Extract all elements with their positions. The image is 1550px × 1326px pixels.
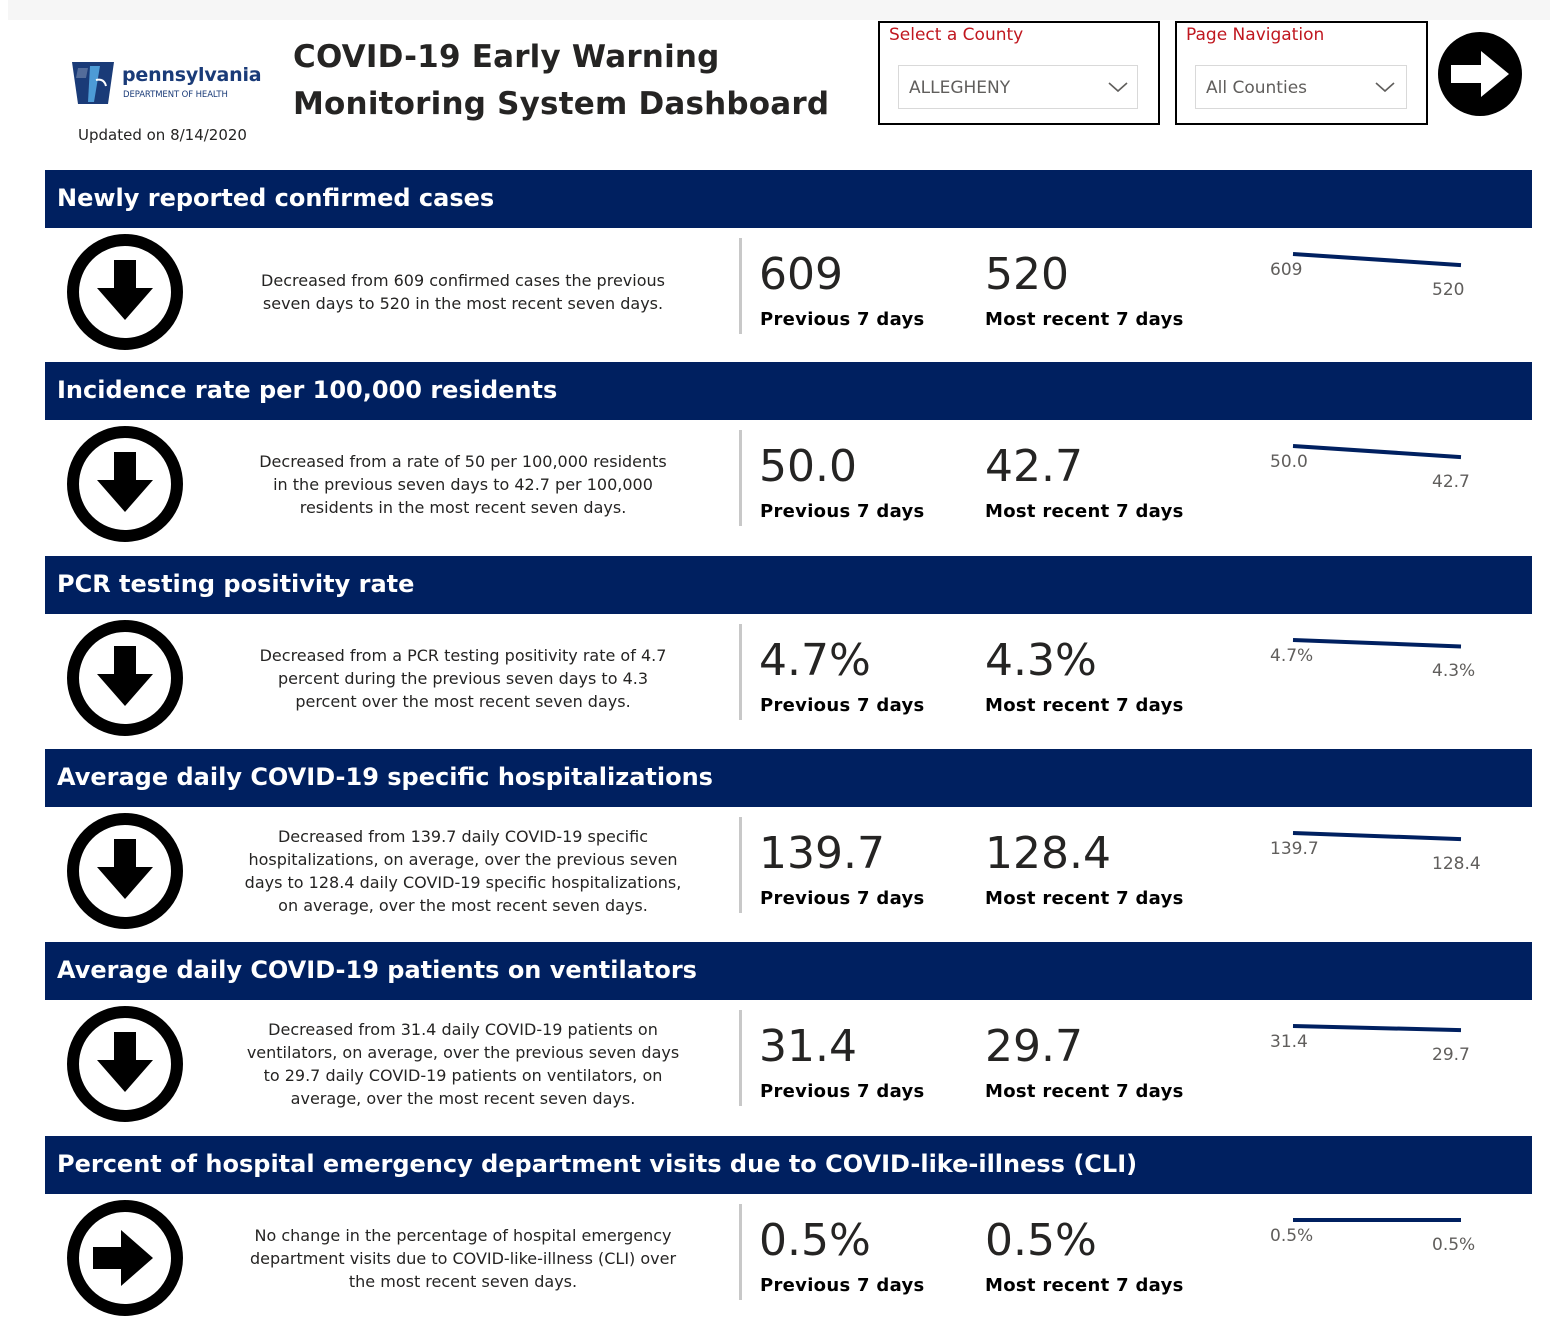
page-title	[293, 34, 829, 128]
description-line: Decreased from 609 confirmed cases the previous	[261, 271, 665, 290]
metric-description	[213, 269, 713, 315]
page-navigation-dropdown[interactable]	[1195, 65, 1407, 109]
description-line: the most recent seven days.	[348, 1271, 578, 1291]
sparkline-previous-label: 139.7	[1270, 839, 1319, 859]
sparkline-previous-label: 31.4	[1270, 1032, 1308, 1052]
sparkline-previous-label: 4.7%	[1270, 646, 1314, 666]
logo-name: pennsylvania	[122, 64, 262, 86]
section-banner	[45, 170, 1532, 228]
recent-label: Most recent 7 days	[985, 1081, 1184, 1102]
metric-description	[213, 825, 713, 917]
previous-value: 609	[759, 249, 843, 300]
description-line: days to 128.4 daily COVID-19 specific hospitalizations,	[244, 873, 682, 892]
previous-label: Previous 7 days	[760, 1081, 925, 1102]
section-banner	[45, 749, 1532, 807]
previous-label: Previous 7 days	[760, 695, 925, 716]
description-line: percent over the most recent seven days.	[295, 691, 631, 711]
recent-label: Most recent 7 days	[985, 695, 1184, 716]
description-line: Decreased from 31.4 daily COVID-19 patients on	[268, 1020, 658, 1039]
chevron-down-icon	[1107, 80, 1129, 94]
section-title: Incidence rate per 100,000 residents	[57, 376, 558, 404]
sparkline-line	[1293, 446, 1461, 457]
recent-value: 128.4	[985, 828, 1111, 879]
previous-label: Previous 7 days	[760, 1275, 925, 1296]
description-line: residents in the most recent seven days.	[299, 497, 627, 517]
description-line: No change in the percentage of hospital emergency	[254, 1225, 672, 1245]
previous-label: Previous 7 days	[760, 888, 925, 909]
description-line: Decreased from a rate of 50 per 100,000 residents	[259, 451, 667, 471]
metric-description	[213, 450, 713, 519]
keystone-icon	[70, 58, 118, 108]
county-dropdown-value: ALLEGHENY	[909, 78, 1011, 98]
previous-value: 31.4	[759, 1021, 857, 1072]
arrow-right-circle-icon	[65, 1198, 185, 1318]
chevron-down-icon	[1374, 80, 1396, 94]
sparkline-line	[1293, 254, 1461, 265]
recent-value: 42.7	[985, 441, 1083, 492]
previous-value: 139.7	[759, 828, 885, 879]
page-title-line-2: Monitoring System Dashboard	[293, 86, 830, 122]
recent-label: Most recent 7 days	[985, 1275, 1184, 1296]
metric-section	[45, 170, 1532, 360]
sparkline-recent-label: 128.4	[1432, 854, 1481, 875]
sparkline-previous-label: 609	[1270, 260, 1303, 280]
sparkline-recent-label: 520	[1432, 280, 1465, 301]
description-line: Decreased from 139.7 daily COVID-19 specific	[277, 827, 648, 846]
metric-description	[213, 1018, 713, 1110]
description-line: average, over the most recent seven days.	[290, 1089, 636, 1108]
recent-value: 29.7	[985, 1021, 1083, 1072]
divider	[739, 1010, 742, 1106]
previous-value: 50.0	[759, 441, 857, 492]
page-navigation-label: Page Navigation	[1186, 25, 1325, 45]
arrow-down-circle-icon	[65, 1004, 185, 1124]
recent-value: 520	[985, 249, 1069, 300]
metric-section	[45, 749, 1532, 939]
county-slicer	[878, 21, 1160, 125]
section-title: Percent of hospital emergency department visits due to COVID-like-illness (CLI)	[57, 1150, 1138, 1178]
divider	[739, 430, 742, 526]
metric-description	[213, 644, 713, 713]
sparkline-line	[1293, 1026, 1461, 1030]
navigate-arrow-button[interactable]	[1437, 31, 1523, 117]
section-title: Average daily COVID-19 specific hospitalizations	[57, 763, 713, 791]
previous-value: 4.7%	[759, 635, 871, 686]
section-title: Newly reported confirmed cases	[57, 184, 495, 212]
recent-label: Most recent 7 days	[985, 309, 1184, 330]
sparkline-recent-label: 42.7	[1432, 472, 1470, 493]
metric-section	[45, 942, 1532, 1132]
section-banner	[45, 362, 1532, 420]
recent-label: Most recent 7 days	[985, 501, 1184, 522]
divider	[739, 817, 742, 913]
description-line: percent during the previous seven days to 4.3	[277, 668, 649, 688]
sparkline-recent-label: 4.3%	[1432, 661, 1476, 682]
section-banner	[45, 942, 1532, 1000]
page-navigation-slicer	[1175, 21, 1428, 125]
section-title: Average daily COVID-19 patients on ventilators	[57, 956, 697, 984]
divider	[739, 624, 742, 720]
arrow-down-circle-icon	[65, 618, 185, 738]
previous-label: Previous 7 days	[760, 501, 925, 522]
description-line: in the previous seven days to 42.7 per 100,000	[273, 474, 653, 494]
arrow-down-circle-icon	[65, 232, 185, 352]
description-line: department visits due to COVID-like-illness (CLI) over	[249, 1248, 677, 1268]
description-line: hospitalizations, on average, over the previous seven	[248, 850, 678, 869]
description-line: Decreased from a PCR testing positivity rate of 4.7	[259, 645, 667, 665]
description-line: to 29.7 daily COVID-19 patients on ventilators, on	[263, 1066, 663, 1085]
description-line: on average, over the most recent seven days.	[278, 896, 648, 915]
metric-section	[45, 556, 1532, 746]
county-dropdown[interactable]	[898, 65, 1138, 109]
sparkline-line	[1293, 640, 1461, 646]
divider	[739, 238, 742, 334]
county-slicer-label: Select a County	[889, 25, 1024, 45]
sparkline-previous-label: 50.0	[1270, 452, 1308, 472]
sparkline-previous-label: 0.5%	[1270, 1226, 1314, 1246]
pa-health-logo	[70, 58, 260, 108]
divider	[739, 1204, 742, 1300]
recent-label: Most recent 7 days	[985, 888, 1184, 909]
metric-section	[45, 362, 1532, 552]
section-banner	[45, 556, 1532, 614]
arrow-down-circle-icon	[65, 811, 185, 931]
metric-description	[213, 1224, 713, 1293]
page-title-line-1: COVID-19 Early Warning	[293, 39, 720, 75]
page-navigation-value: All Counties	[1206, 78, 1308, 98]
logo-subtitle: DEPARTMENT OF HEALTH	[123, 90, 228, 100]
sparkline-recent-label: 29.7	[1432, 1045, 1470, 1066]
arrow-down-circle-icon	[65, 424, 185, 544]
metric-section	[45, 1136, 1532, 1326]
top-strip	[8, 0, 1550, 20]
sparkline-recent-label: 0.5%	[1432, 1235, 1476, 1255]
description-line: seven days to 520 in the most recent seven days.	[262, 294, 664, 313]
previous-label: Previous 7 days	[760, 309, 925, 330]
recent-value: 4.3%	[985, 635, 1097, 686]
section-banner	[45, 1136, 1532, 1194]
section-title: PCR testing positivity rate	[57, 570, 415, 598]
updated-date: Updated on 8/14/2020	[78, 126, 247, 144]
previous-value: 0.5%	[759, 1215, 871, 1266]
description-line: ventilators, on average, over the previous seven days	[246, 1043, 680, 1062]
recent-value: 0.5%	[985, 1215, 1097, 1266]
